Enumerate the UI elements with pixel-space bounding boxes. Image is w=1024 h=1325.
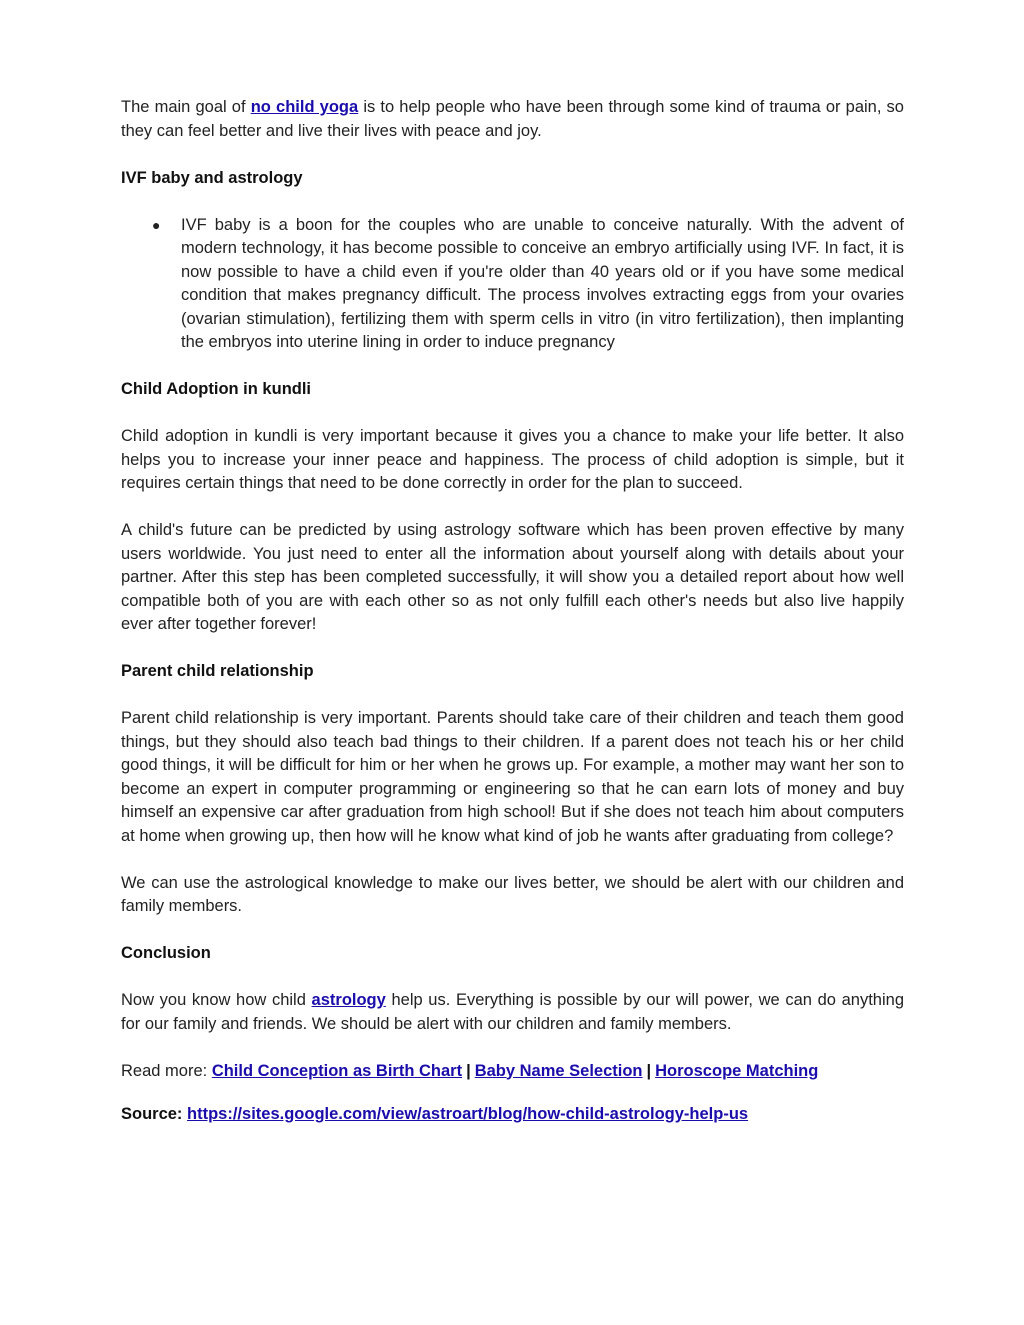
document-page [121, 96, 904, 1150]
parent-paragraph-1: Parent child relationship is very important. Parents should take care of their children and teach them good things, but they should also teach bad things to their children. If a parent does not teach his or her child good things, it will be difficult for him or her when he grows up. For example, a mother may want her son to become an expert in computer programming or engineering so that he can earn lots of money and buy himself an expensive car after graduation from high school! But if she does not teach him about computers at home when growing up, then how will he know what kind of job he wants after graduating from college? [121, 709, 904, 845]
child-conception-link[interactable]: Child Conception as Birth Chart [211, 1061, 463, 1080]
conclusion-paragraph [121, 989, 904, 1036]
conclusion-text-before: Now you know how child [121, 991, 306, 1009]
bullet-icon: ● [152, 216, 161, 233]
parent-paragraph-2: We can use the astrological knowledge to make our lives better, we should be alert with our children and family members. [121, 873, 904, 915]
no-child-yoga-link[interactable]: no child yoga [250, 98, 359, 116]
source-label: Source: [121, 1105, 183, 1123]
astrology-link[interactable]: astrology [311, 991, 386, 1009]
horoscope-matching-link[interactable]: Horoscope Matching [655, 1061, 819, 1080]
heading-ivf: IVF baby and astrology [121, 168, 303, 187]
source-line [121, 1103, 904, 1127]
adoption-paragraph-1: Child adoption in kundli is very important because it gives you a chance to make your life better. It also helps you to increase your inner peace and happiness. The process of child adoption is simple, but it requires certain things that need to be done correctly in order for the plan to succeed. [121, 427, 904, 492]
adoption-paragraph-2: A child's future can be predicted by using astrology software which has been proven effective by many users worldwide. You just need to enter all the information about yourself along with details about your partner. After this step has been completed successfully, it will show you a detailed report about how well compatible both of you are with each other so as not only fulfill each other's needs but also live happily ever after together forever! [121, 521, 904, 633]
ivf-list [121, 214, 904, 355]
separator: | [646, 1061, 652, 1080]
list-item [121, 214, 904, 355]
ivf-bullet-text: IVF baby is a boon for the couples who are unable to conceive naturally. With the advent of modern technology, it has become possible to conceive an embryo artificially using IVF. In fact, it is now possible to have a child even if you're older than 40 years old or if you have some medical condition that makes pregnancy difficult. The process involves extracting eggs from your ovaries (ovarian stimulation), fertilizing them with sperm cells in vitro (in vitro fertilization), then implanting the embryos into uterine lining in order to induce pregnancy [181, 215, 904, 351]
separator: | [466, 1061, 471, 1080]
intro-paragraph [121, 96, 904, 143]
source-url-link[interactable]: https://sites.google.com/view/astroart/blog/how-child-astrology-help-us [187, 1105, 749, 1123]
read-more-label: Read more: [121, 1061, 208, 1080]
heading-parent-child: Parent child relationship [121, 662, 314, 680]
heading-conclusion: Conclusion [121, 944, 211, 962]
read-more-line [121, 1060, 904, 1084]
conclusion-text-after: help us. Everything is possible by our will power, we can do anything for our family and friends. We should be alert with our children and family members. [121, 991, 904, 1033]
intro-text-before: The main goal of [121, 98, 246, 116]
intro-text-after: is to help people who have been through some kind of trauma or pain, so they can feel better and live their lives with peace and joy. [121, 98, 904, 140]
heading-adoption: Child Adoption in kundli [121, 380, 312, 398]
baby-name-link[interactable]: Baby Name Selection [474, 1061, 643, 1080]
